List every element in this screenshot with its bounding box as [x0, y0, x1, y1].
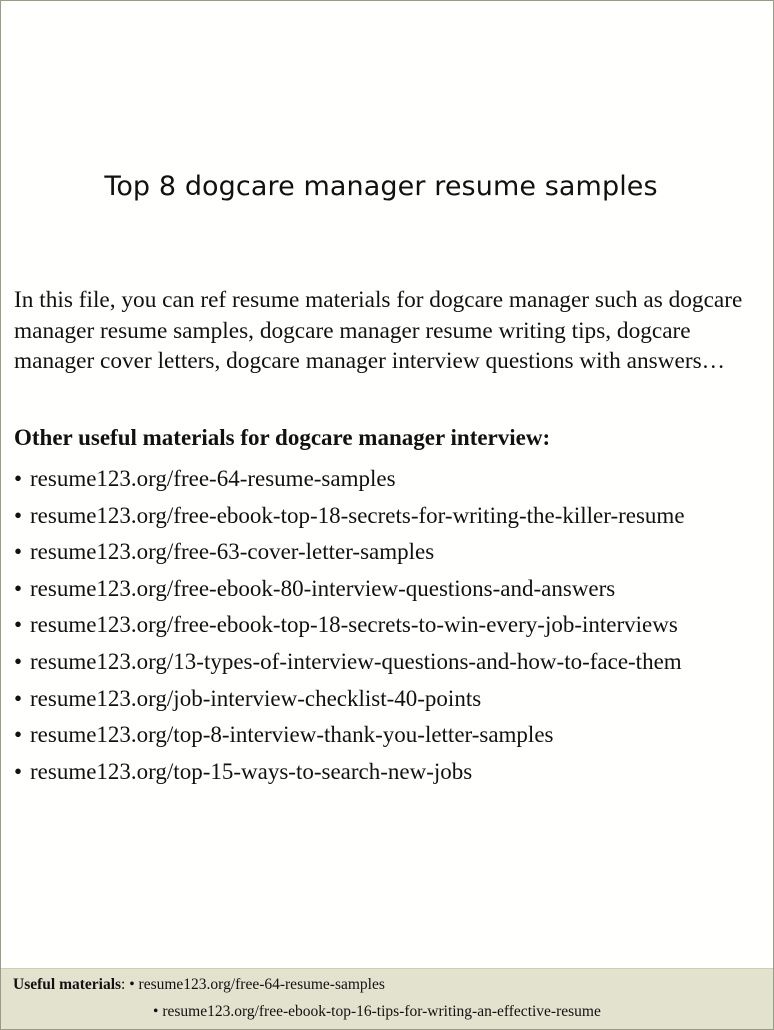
bullet-icon: •	[14, 466, 23, 491]
materials-link-list	[14, 461, 685, 790]
material-link[interactable]: resume123.org/top-15-ways-to-search-new-jobs	[30, 758, 473, 784]
footer-label: Useful materials	[13, 976, 122, 993]
bullet-icon: •	[153, 1003, 159, 1020]
bullet-icon: •	[14, 758, 23, 784]
footer-row	[153, 1003, 601, 1021]
bullet-icon: •	[14, 722, 23, 748]
bullet-icon: •	[14, 539, 23, 565]
list-item	[14, 717, 685, 754]
footer-bar	[1, 968, 773, 1030]
list-item	[14, 571, 685, 608]
list-item	[14, 498, 685, 535]
intro-paragraph: In this file, you can ref resume materials for dogcare manager such as dogcare manager resume samples, dogcare manager resume writing tips, dogcare manager cover letters, dogcare manager interview questions with answers…	[14, 287, 743, 374]
footer-link[interactable]: resume123.org/free-64-resume-samples	[138, 976, 385, 993]
page-title: Top 8 dogcare manager resume samples	[104, 171, 658, 202]
list-item	[14, 644, 685, 681]
material-link[interactable]: resume123.org/free-ebook-top-18-secrets-to-win-every-job-interviews	[30, 612, 678, 638]
footer-link[interactable]: resume123.org/free-ebook-top-16-tips-for-writing-an-effective-resume	[162, 1003, 601, 1020]
list-item	[14, 534, 685, 571]
list-item	[14, 681, 685, 718]
section-heading: Other useful materials for dogcare manager interview:	[14, 425, 551, 450]
bullet-icon: •	[14, 502, 23, 528]
bullet-icon: •	[129, 976, 135, 993]
material-link[interactable]: resume123.org/job-interview-checklist-40-points	[30, 685, 482, 711]
material-link[interactable]: resume123.org/free-ebook-top-18-secrets-for-writing-the-killer-resume	[30, 502, 685, 528]
bullet-icon: •	[14, 648, 23, 674]
footer-separator: :	[121, 976, 126, 993]
material-link[interactable]: resume123.org/free-64-resume-samples	[30, 466, 396, 491]
material-link[interactable]: resume123.org/free-ebook-80-interview-questions-and-answers	[30, 575, 616, 601]
material-link[interactable]: resume123.org/free-63-cover-letter-samples	[30, 539, 435, 565]
bullet-icon: •	[14, 685, 23, 711]
footer-row	[13, 976, 385, 994]
material-link[interactable]: resume123.org/13-types-of-interview-questions-and-how-to-face-them	[30, 648, 682, 674]
bullet-icon: •	[14, 575, 23, 601]
list-item	[14, 754, 685, 791]
bullet-icon: •	[14, 612, 23, 638]
list-item	[14, 607, 685, 644]
material-link[interactable]: resume123.org/top-8-interview-thank-you-letter-samples	[30, 722, 554, 748]
list-item	[14, 461, 685, 498]
